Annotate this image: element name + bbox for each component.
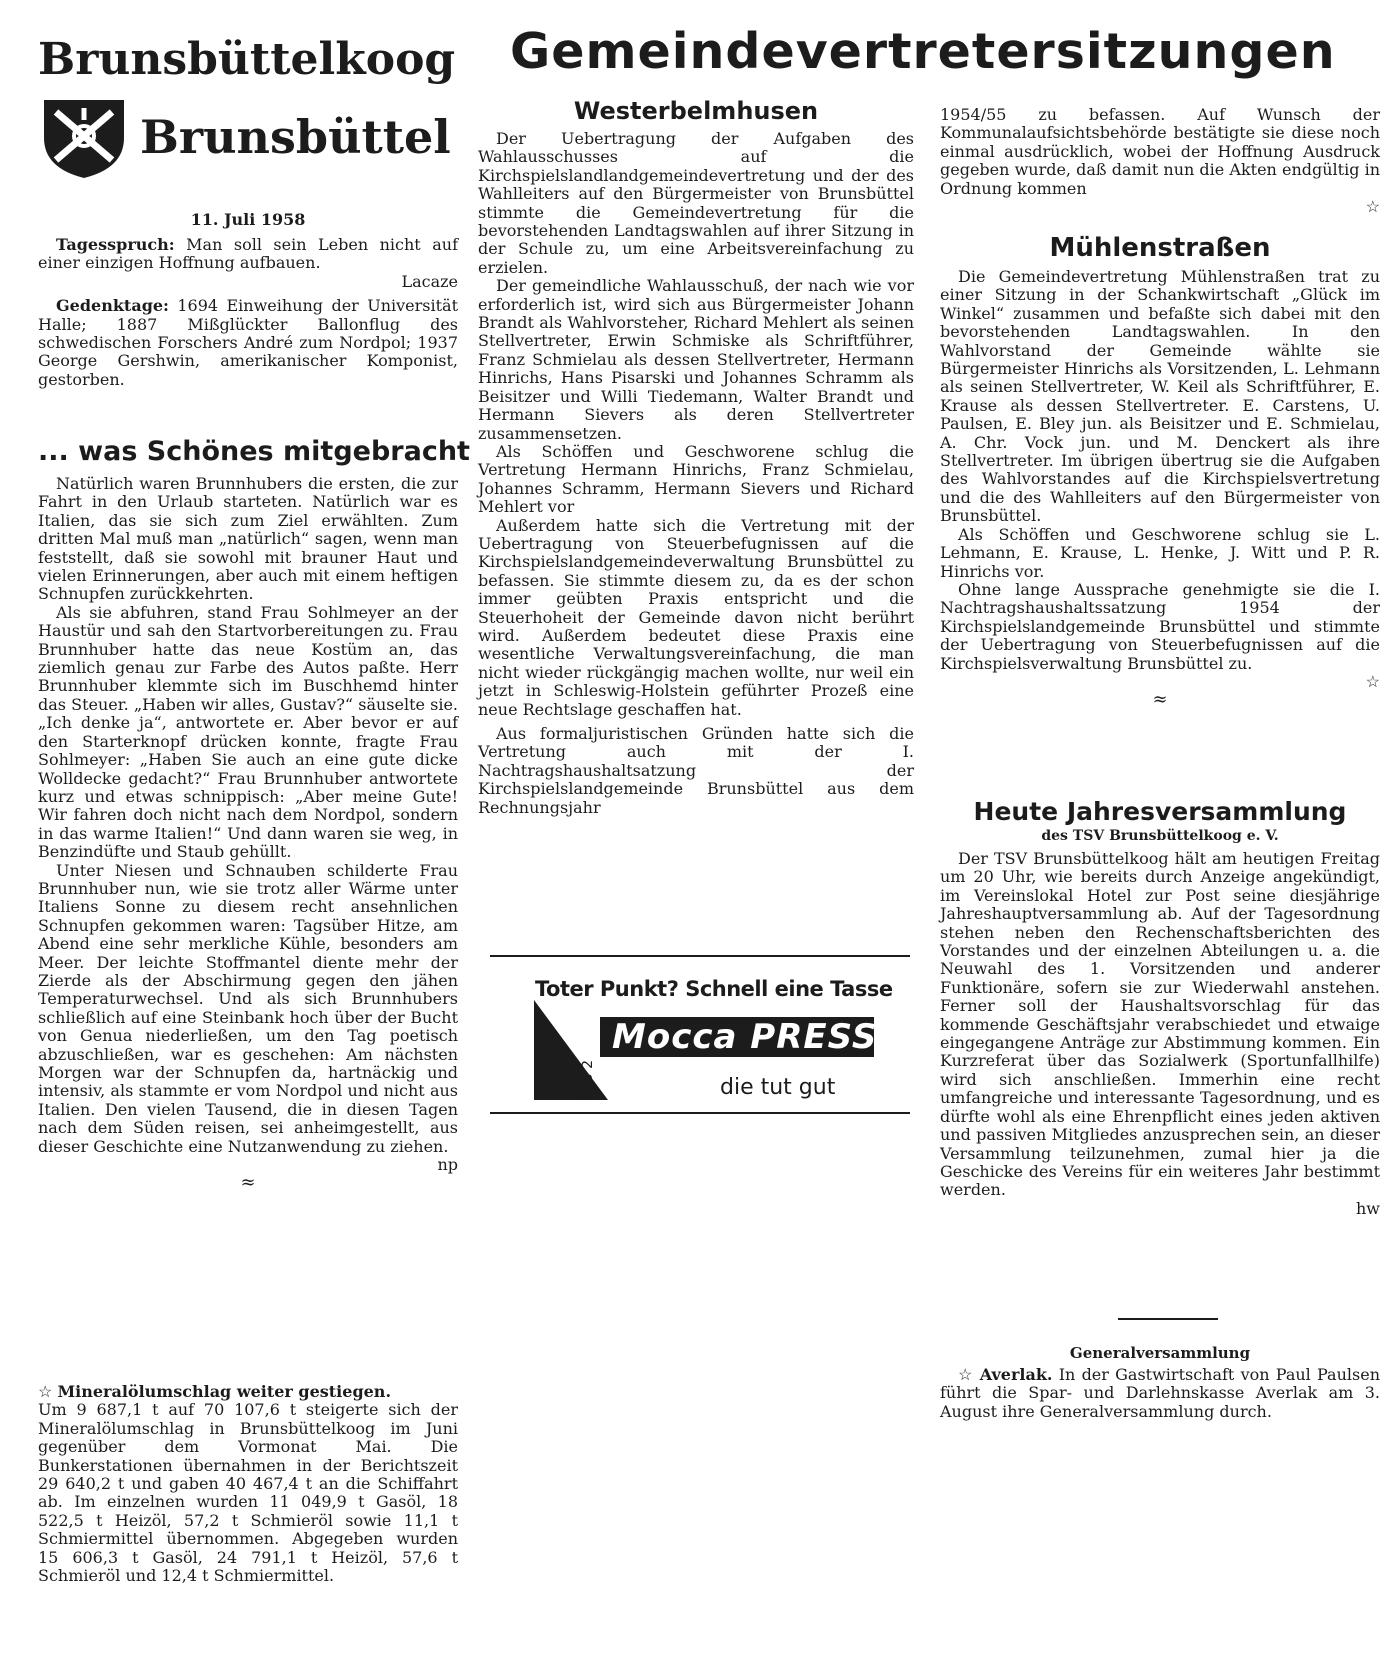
story-schoenes-paragraph: Unter Niesen und Schnauben schilderte Frau Brunnhuber nun, wie sie trotz aller Wärme unter Italiens Sonne zu diesem recht ansehnlichen Schnupfen gekommen waren: Tagsüber Hitze, am Abend eine sehr merkliche Kühle, besonders am Meer. Der leichte Stoffmantel diente mehr der Zierde als der Abschirmung gegen den jähen Temperaturwechsel. Und als sich Brunnhubers schließlich auf eine Steinbank hoch über der Bucht von Genua niederließen, um den Tag poetisch abzuschließen, war es geschehen: Am nächsten Morgen war der Schnupfen da, hartnäckig und intensiv, als stammte er vom Nordpol und nicht aus Italien. Den vielen Tausend, die in diesen Tagen nach dem Süden reisen, sei anheimgestellt, aus dieser Geschichte eine Nutzanwendung zu ziehen. bbox=[38, 860, 458, 1156]
ad-headline: Toter Punkt? Schnell eine Tasse bbox=[535, 977, 893, 1001]
tsv-subtitle: des TSV Brunsbüttelkoog e. V. bbox=[1041, 828, 1279, 844]
generalversammlung-title: Generalversammlung bbox=[1069, 1344, 1251, 1362]
tsv-title: Heute Jahresversammlung bbox=[973, 797, 1347, 826]
dateline: 11. Juli 1958 bbox=[190, 210, 306, 229]
star-icon: ☆ bbox=[958, 1365, 974, 1384]
tagesspruch-block bbox=[38, 236, 458, 389]
ad-bottom-rule bbox=[490, 1112, 910, 1114]
muehlenstrassen-paragraph: Als Schöffen und Geschworene schlug sie L. Lehmann, E. Krause, L. Henke, J. Witt und P. R. Hinrichs vor. bbox=[940, 524, 1380, 581]
star-icon: ☆ bbox=[38, 1382, 53, 1401]
muehlenstrassen-paragraph: Die Gemeindevertretung Mühlenstraßen trat zu einer Sitzung in der Schankwirtschaft „Glück im Winkel“ zusammen und befaßte sich dabei mit den bevorstehenden Landtagswahlen. In den Wahlvorstand der Gemeinde wählte sie Bürgermeister Hinrichs als Vorsitzenden, L. Lehmann als seinen Stellvertreter, W. Keil als Schriftführer, E. Krause als dessen Stellvertreter. E. Carstens, U. Paulsen, E. Bley jun. als Beisitzer und E. Schmielau, A. Chr. Vock jun. und M. Denckert als ihre Stellvertreter. Im übrigen übertrug sie die Aufgaben des Wahlvorstandes auf die Kirchspielsvertretung und die des Wahlleiters auf den Bürgermeister von Brunsbüttel. bbox=[940, 267, 1380, 526]
tagesspruch-label: Tagesspruch: bbox=[56, 235, 175, 254]
tsv-text: Der TSV Brunsbüttelkoog hält am heutigen Freitag um 20 Uhr, wie bereits durch Anzeige angekündigt, im Vereinslokal Hotel zur Post seine diesjährige Jahreshauptversammlung ab. Auf der Tagesordnung stehen neben den Rechenschaftsberichten des Vorstandes und der einzelnen Abteilungen u. a. die Neuwahl des 1. Vorsitzenden und anderer Funktionäre, sofern sie zur Wiederwahl anstehen. Ferner soll der Haushaltsvorschlag für das kommende Geschäftsjahr verabschiedet und etwaige eingegangene Anträge zur Abstimmung kommen. Ein Kurzreferat über das Sozialwerk (Sportunfallhilfe) wird sich anschließen. Immerhin eine recht umfangreiche und interessante Tagesordnung, und es dürfte wohl als eine Ehrenpflicht eines jeden aktiven und passiven Mitgliedes anzusprechen sein, an dieser Versammlung teilzunehmen, zumal hier ja die Geschicke des Vereins für ein weiteres Jahr bestimmt werden. bbox=[940, 849, 1380, 1200]
westerbelmhusen-paragraph: Außerdem hatte sich die Vertretung mit der Uebertragung von Steuerbefugnissen auf die Kirchspielslandgemeindeverwaltung Brunsbüttel zu befassen. Sie stimmte diesem zu, da es der schon immer geübten Praxis entspricht und die Steuerhoheit der Gemeinde davon nicht berührt wird. Außerdem bedeutet diese Praxis eine wesentliche Verwaltungsvereinfachung, die man nicht wieder rückgängig machen wollte, nur weil ein jetzt in Schleswig-Holstein geführter Prozeß eine neue Rechtslage geschaffen hat. bbox=[478, 515, 914, 719]
story-mineraloel-text: Um 9 687,1 t auf 70 107,6 t steigerte sich der Mineralölumschlag in Brunsbüttelkoog im Juni gegenüber dem Vormonat Mai. Die Bunkerstationen übernahmen in der Berichtszeit 29 640,2 t und gaben 40 467,4 t an die Schiffahrt ab. Im einzelnen wurden 11 049,9 t Gasöl, 18 522,5 t Heizöl, 57,2 t Schmieröl sowie 11,1 t Schmiermittel übernommen. Abgegeben wurden 15 606,3 t Gasöl, 24 791,1 t Heizöl, 57,6 t Schmieröl und 12,4 t Schmiermittel. bbox=[38, 1400, 458, 1586]
section-rule bbox=[1118, 1318, 1218, 1320]
star-icon: ☆ bbox=[1365, 671, 1380, 691]
westerbelmhusen-paragraph: Der gemeindliche Wahlausschuß, der nach wie vor erforderlich ist, wird sich aus Bürgermeister Johann Brandt als Wahlvorsteher, Richard Mehlert als seinen Stellvertreter, Erwin Schmiske als Schriftführer, Franz Schmielau als dessen Stellvertreter, Hermann Hinrichs, Hans Pisarski und Johannes Schramm als Beisitzer und Willi Tiedemann, Walter Brandt und Hermann Sievers als deren Stellvertreter zusammensetzen. bbox=[478, 276, 914, 443]
tagesspruch-author: Lacaze bbox=[401, 271, 458, 291]
westerbelmhusen-continuation bbox=[940, 106, 1380, 216]
wave-ornament-icon: ≈ bbox=[1152, 689, 1168, 711]
story-mineraloel-title: Mineralölumschlag weiter gestiegen. bbox=[57, 1382, 392, 1401]
story-mineraloel bbox=[38, 1383, 458, 1585]
ad-triangle-icon bbox=[530, 1000, 610, 1102]
story-schoenes-title: ... was Schönes mitgebracht bbox=[38, 436, 470, 467]
tsv-signature: hw bbox=[1356, 1198, 1380, 1218]
wave-ornament-icon: ≈ bbox=[240, 1172, 256, 1194]
tagesspruch-text: Man soll sein Leben nicht auf einer einzigen Hoffnung aufbauen. bbox=[38, 235, 458, 273]
ad-code: 935 2 bbox=[580, 1059, 596, 1100]
masthead-title-brunsbuettelkoog: Brunsbüttelkoog bbox=[38, 34, 456, 85]
generalversammlung-article bbox=[940, 1344, 1380, 1421]
westerbelmhusen-paragraph: Als Schöffen und Geschworene schlug die Vertretung Hermann Hinrichs, Franz Schmielau, Johannes Schramm, Hermann Sievers und Richard Mehlert vor bbox=[478, 441, 914, 517]
town-crest-icon bbox=[38, 94, 130, 180]
masthead bbox=[38, 30, 458, 190]
ad-brand-logo: Mocca PRESS bbox=[600, 1017, 874, 1057]
westerbelmhusen-cont-text: 1954/55 zu befassen. Auf Wunsch der Kommunalaufsichtsbehörde bestätigte sie diese noch einmal ausdrücklich, wobei der Hoffnung Ausdruck gegeben wurde, daß damit nun die Akten endgültig in Ordnung kommen bbox=[940, 105, 1380, 198]
generalversammlung-place: Averlak. bbox=[979, 1365, 1053, 1384]
westerbelmhusen-paragraph: Aus formaljuristischen Gründen hatte sich die Vertretung auch mit der I. Nachtragshaushaltsatzung der Kirchspielslandgemeinde Brunsbüttel aus dem Rechnungsjahr bbox=[478, 724, 914, 817]
westerbelmhusen-title: Westerbelmhusen bbox=[573, 97, 819, 125]
masthead-title-brunsbuettel: Brunsbüttel bbox=[140, 110, 451, 164]
gedenktage-label: Gedenktage: bbox=[56, 296, 169, 316]
story-schoenes-paragraph: Als sie abfuhren, stand Frau Sohlmeyer an der Haustür und sah den Startvorbereitungen zu. Frau Brunnhuber hatte das neue Kostüm an, das ziemlich genau zur Farbe des Autos paßte. Herr Brunnhuber klemmte sich im Buschhemd hinter das Steuer. „Haben wir alles, Gustav?“ säuselte sie. „Ich denke ja“, antwortete er. Aber bevor er auf den Starterknopf drücken konnte, fragte Frau Sohlmeyer: „Haben Sie auch an eine gute dicke Wolldecke gedacht?“ Frau Brunnhuber antwortete kurz und etwas schnippisch: „Aber meine Gute! Wir fahren doch nicht nach dem Nordpol, sondern in das warme Italien!“ Und dann waren sie weg, in Benzindüfte und Staub gehüllt. bbox=[38, 602, 458, 862]
star-icon: ☆ bbox=[1365, 197, 1380, 217]
westerbelmhusen-article bbox=[478, 96, 914, 817]
main-headline: Gemeindevertretersitzungen bbox=[510, 23, 1336, 80]
mocca-press-advertisement bbox=[490, 955, 910, 1115]
story-schoenes-signature: np bbox=[437, 1155, 458, 1175]
gedenktage-text: 1694 Einweihung der Universität Halle; 1887 Mißglückter Ballonflug des schwedischen Forschers André zum Nordpol; 1937 George Gershwin, amerikanischer Komponist, gestorben. bbox=[38, 296, 458, 389]
westerbelmhusen-paragraph: Der Uebertragung der Aufgaben des Wahlausschusses auf die Kirchspielslandlandgemeindevertretung und der des Wahlleiters auf den Bürgermeister von Brunsbüttel stimmte die Gemeindevertretung für die bevorstehenden Landtagswahlen auf ihrer Sitzung in der Schule zu, um eine Arbeitsvereinfachung zu erzielen. bbox=[478, 129, 914, 277]
story-schoenes bbox=[38, 435, 470, 1194]
tsv-article bbox=[940, 796, 1380, 1218]
muehlenstrassen-paragraph: Ohne lange Aussprache genehmigte sie die I. Nachtragshaushaltssatzung 1954 der Kirchspielslandgemeinde Brunsbüttel und stimmte der Uebertragung von Steuerbefugnissen auf die Kirchspielsverwaltung Brunsbüttel zu. bbox=[940, 579, 1380, 673]
ad-slogan: die tut gut bbox=[720, 1075, 836, 1100]
muehlenstrassen-title: Mühlenstraßen bbox=[1049, 233, 1271, 263]
muehlenstrassen-article bbox=[940, 232, 1380, 709]
story-schoenes-paragraph: Natürlich waren Brunnhubers die ersten, die zur Fahrt in den Urlaub starteten. Natürlich war es Italien, das sie sich zum Ziel erwählten. Zum dritten Mal muß man „natürlich“ sagen, wenn man feststellt, daß sie sowohl mit brauner Haut und vielen Erinnerungen, aber auch mit einem heftigen Schnupfen zurückkehrten. bbox=[38, 474, 458, 604]
generalversammlung-text: In der Gastwirtschaft von Paul Paulsen führt die Spar- und Darlehnskasse Averlak am 3. August ihre Generalversammlung durch. bbox=[940, 1365, 1381, 1421]
